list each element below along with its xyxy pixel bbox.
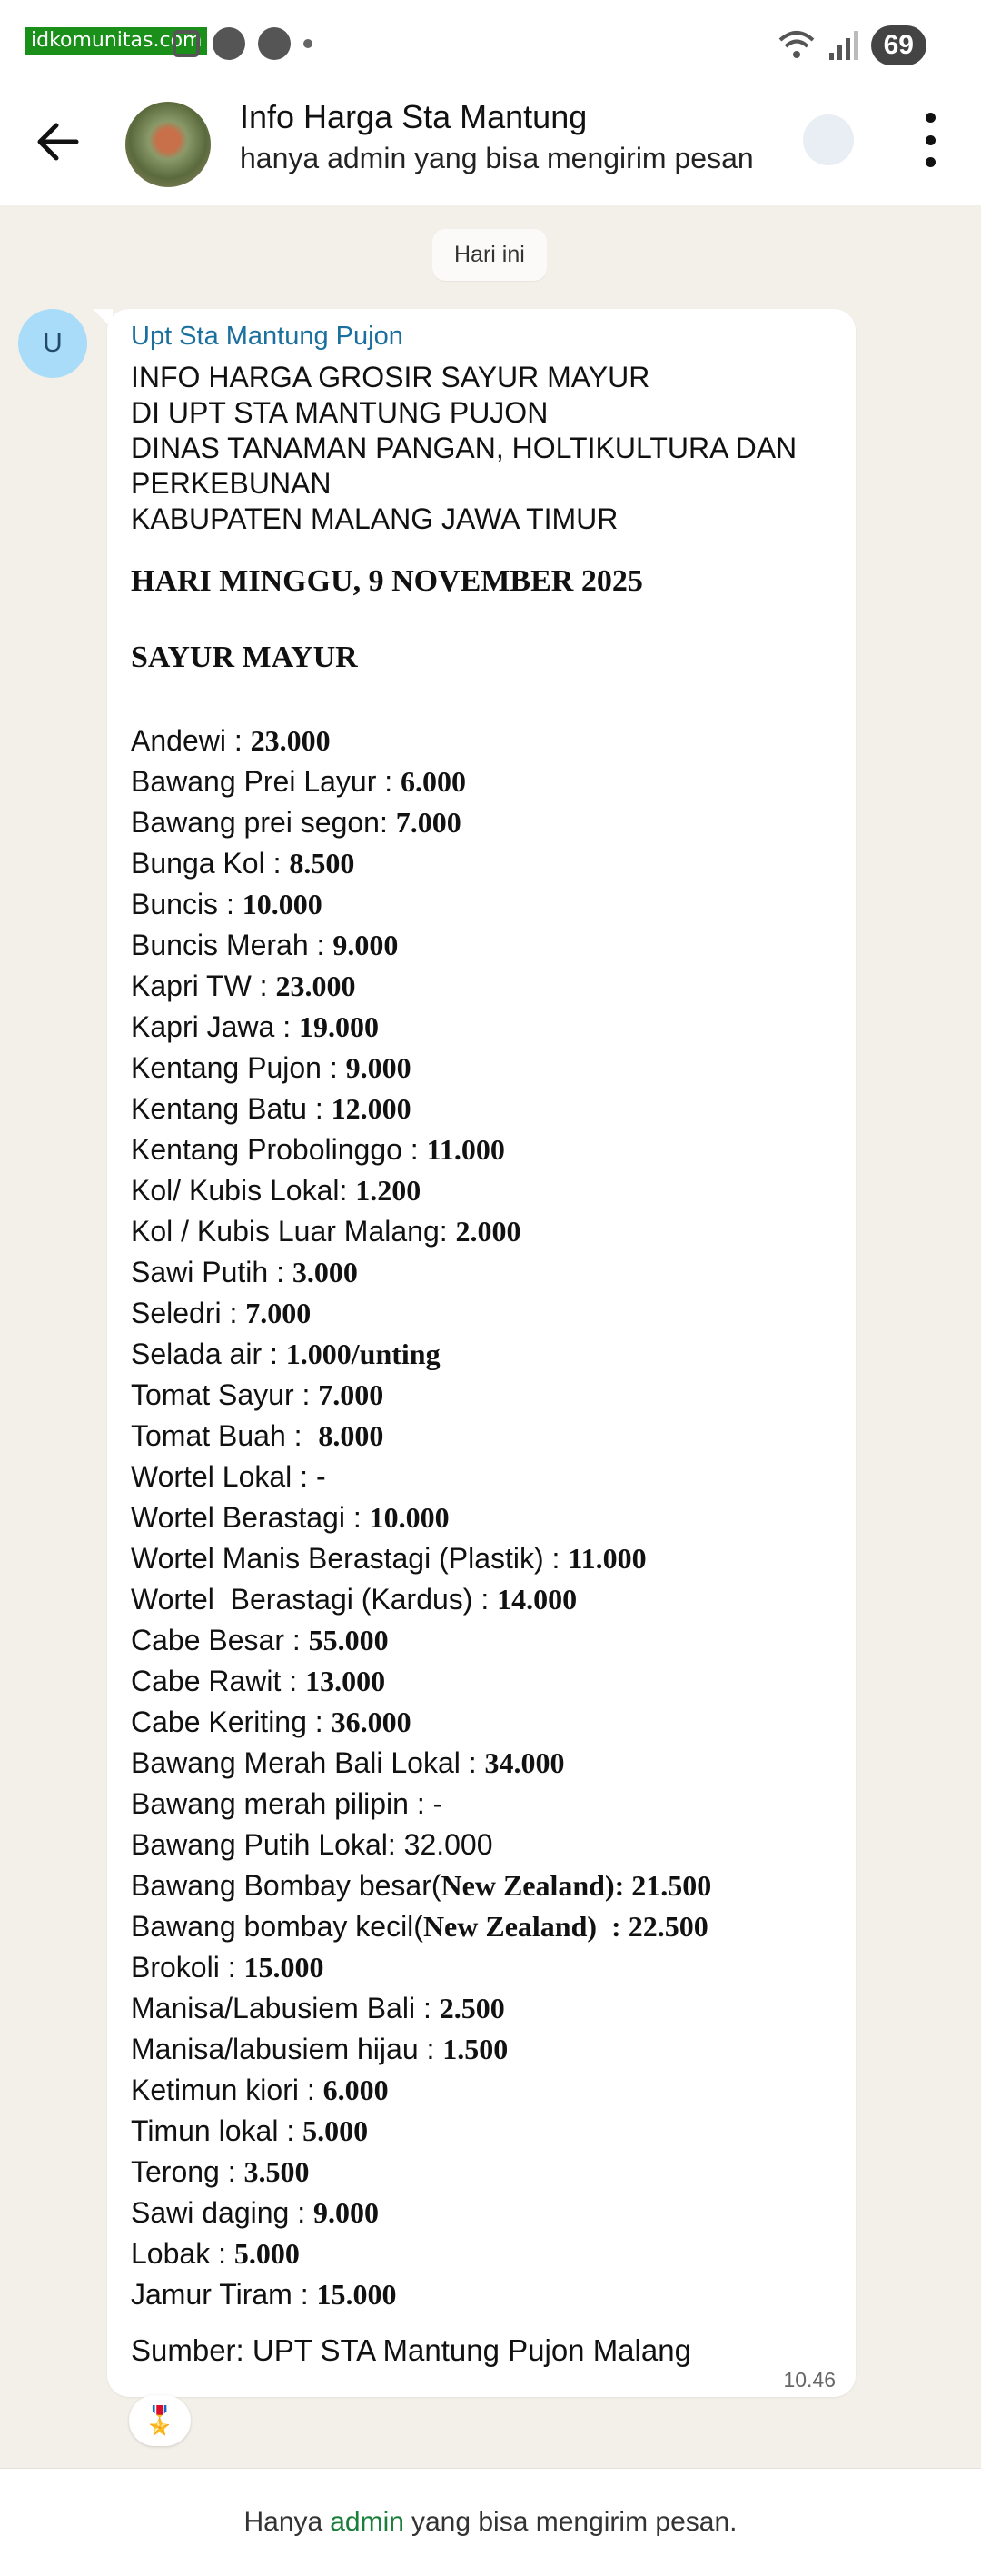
screenshot-icon bbox=[173, 30, 200, 57]
message-body bbox=[131, 360, 848, 2315]
notice-prefix: Hanya bbox=[243, 2507, 323, 2537]
item-name: Bawang Putih Lokal: 32.000 bbox=[131, 1828, 493, 1861]
item-name: Timun lokal : bbox=[131, 2114, 303, 2147]
item-price: 7.000 bbox=[245, 1297, 312, 1329]
price-item bbox=[131, 1702, 848, 1743]
item-name: Ketimun kiori : bbox=[131, 2074, 323, 2106]
item-name: Cabe Besar : bbox=[131, 1624, 309, 1656]
item-price: 15.000 bbox=[243, 1951, 324, 1984]
item-name: Bawang prei segon: bbox=[131, 806, 396, 839]
call-icon[interactable] bbox=[803, 114, 854, 165]
chat-subtitle[interactable]: hanya admin yang bisa mengirim pesan bbox=[240, 142, 754, 174]
source-line: Sumber: UPT STA Mantung Pujon Malang bbox=[131, 2333, 691, 2367]
date-line: HARI MINGGU, 9 NOVEMBER 2025 bbox=[131, 564, 643, 598]
item-price: 7.000 bbox=[395, 806, 461, 839]
item-price: 5.000 bbox=[233, 2237, 300, 2270]
price-item bbox=[131, 2274, 848, 2315]
item-name: Selada air : bbox=[131, 1338, 286, 1370]
item-price: 3.500 bbox=[243, 2155, 310, 2188]
back-arrow-icon[interactable] bbox=[33, 116, 84, 167]
signal-icon bbox=[827, 29, 858, 62]
item-price: 23.000 bbox=[250, 724, 331, 757]
price-item bbox=[131, 1865, 848, 1906]
price-item bbox=[131, 1170, 848, 1211]
item-price: 55.000 bbox=[308, 1624, 389, 1656]
price-item bbox=[131, 1252, 848, 1293]
item-price: 23.000 bbox=[275, 970, 356, 1002]
item-price: 15.000 bbox=[316, 2278, 397, 2311]
watermark: idkomunitas.com bbox=[25, 27, 207, 55]
sender-avatar[interactable]: U bbox=[18, 309, 87, 378]
notification-icons bbox=[173, 27, 312, 60]
admin-link[interactable]: admin bbox=[330, 2507, 404, 2537]
group-avatar[interactable] bbox=[125, 102, 211, 187]
price-item bbox=[131, 1825, 848, 1865]
item-name: Wortel Manis Berastagi (Plastik) : bbox=[131, 1542, 569, 1575]
item-name: Manisa/Labusiem Bali : bbox=[131, 1992, 440, 2024]
price-item bbox=[131, 721, 848, 761]
price-item bbox=[131, 1988, 848, 2029]
item-name: Wortel Berastagi : bbox=[131, 1501, 370, 1534]
item-price: 9.000 bbox=[332, 929, 399, 961]
item-name: Sawi Putih : bbox=[131, 1256, 292, 1288]
item-price: New Zealand) : 22.500 bbox=[422, 1910, 708, 1943]
item-name: Kentang Batu : bbox=[131, 1092, 332, 1125]
item-price: New Zealand): 21.500 bbox=[441, 1869, 712, 1902]
price-item bbox=[131, 1211, 848, 1252]
item-name: Sawi daging : bbox=[131, 2196, 314, 2229]
item-price: 11.000 bbox=[568, 1542, 647, 1575]
price-item bbox=[131, 2233, 848, 2274]
item-price: 11.000 bbox=[426, 1133, 505, 1166]
item-price: 10.000 bbox=[369, 1501, 450, 1534]
item-price: 8.000 bbox=[318, 1419, 384, 1452]
more-options-icon[interactable] bbox=[919, 113, 941, 167]
price-item bbox=[131, 802, 848, 843]
spacer bbox=[131, 690, 848, 721]
item-price: 7.000 bbox=[318, 1378, 384, 1411]
sender-name[interactable]: Upt Sta Mantung Pujon bbox=[131, 322, 403, 351]
item-name: Wortel Lokal : - bbox=[131, 1460, 326, 1493]
item-name: Cabe Keriting : bbox=[131, 1706, 332, 1738]
price-item bbox=[131, 1007, 848, 1048]
item-name: Kapri TW : bbox=[131, 970, 276, 1002]
item-name: Bawang Bombay besar( bbox=[131, 1869, 441, 1902]
item-price: 5.000 bbox=[302, 2114, 369, 2147]
item-price: 12.000 bbox=[331, 1092, 411, 1125]
price-item bbox=[131, 1457, 848, 1497]
status-bar bbox=[0, 0, 981, 91]
price-item bbox=[131, 2111, 848, 2152]
price-item bbox=[131, 966, 848, 1007]
item-name: Bawang Merah Bali Lokal : bbox=[131, 1746, 485, 1779]
battery-level: 69 bbox=[871, 25, 926, 65]
message-time: 10.46 bbox=[783, 2368, 836, 2392]
item-name: Wortel Berastagi (Kardus) : bbox=[131, 1583, 498, 1616]
item-name: Brokoli : bbox=[131, 1951, 244, 1984]
admin-only-notice bbox=[0, 2468, 981, 2576]
item-name: Tomat Buah : bbox=[131, 1419, 319, 1452]
item-price: 3.000 bbox=[292, 1256, 358, 1288]
heading-line: KABUPATEN MALANG JAWA TIMUR bbox=[131, 502, 619, 535]
price-item bbox=[131, 1743, 848, 1784]
wifi-icon bbox=[778, 29, 815, 62]
item-name: Jamur Tiram : bbox=[131, 2278, 317, 2311]
item-price: 9.000 bbox=[313, 2196, 380, 2229]
item-price: 13.000 bbox=[305, 1665, 386, 1697]
item-name: Terong : bbox=[131, 2155, 244, 2188]
item-name: Manisa/labusiem hijau : bbox=[131, 2033, 443, 2065]
message-bubble[interactable] bbox=[107, 309, 856, 2397]
item-name: Kentang Pujon : bbox=[131, 1051, 346, 1084]
system-icons bbox=[778, 25, 926, 65]
item-name: Buncis : bbox=[131, 888, 243, 920]
price-item bbox=[131, 1620, 848, 1661]
price-item bbox=[131, 1947, 848, 1988]
item-name: Kentang Probolinggo : bbox=[131, 1133, 427, 1166]
item-name: Buncis Merah : bbox=[131, 929, 333, 961]
medal-reaction-icon[interactable]: 🎖️ bbox=[129, 2395, 191, 2446]
item-price: 1.500 bbox=[442, 2033, 509, 2065]
item-name: Kapri Jawa : bbox=[131, 1010, 299, 1043]
item-price: 9.000 bbox=[345, 1051, 411, 1084]
price-list bbox=[131, 721, 848, 2315]
item-name: Bawang merah pilipin : - bbox=[131, 1787, 443, 1820]
notice-suffix: yang bisa mengirim pesan. bbox=[411, 2507, 738, 2537]
item-price: 1.200 bbox=[355, 1174, 421, 1207]
item-name: Tomat Sayur : bbox=[131, 1378, 319, 1411]
price-item bbox=[131, 1048, 848, 1089]
item-price: 34.000 bbox=[484, 1746, 565, 1779]
item-price: 36.000 bbox=[331, 1706, 411, 1738]
heading-line: DI UPT STA MANTUNG PUJON bbox=[131, 396, 549, 429]
heading-line: INFO HARGA GROSIR SAYUR MAYUR bbox=[131, 361, 650, 393]
date-separator: Hari ini bbox=[432, 229, 547, 281]
price-item bbox=[131, 1497, 848, 1538]
item-name: Cabe Rawit : bbox=[131, 1665, 306, 1697]
price-item bbox=[131, 884, 848, 925]
price-item bbox=[131, 1334, 848, 1375]
section-title: SAYUR MAYUR bbox=[131, 641, 358, 674]
price-item bbox=[131, 925, 848, 966]
item-name: Lobak : bbox=[131, 2237, 234, 2270]
price-item bbox=[131, 2029, 848, 2070]
price-item bbox=[131, 2152, 848, 2193]
whatsapp-icon bbox=[258, 27, 291, 60]
item-price: 6.000 bbox=[401, 765, 467, 798]
chat-header bbox=[0, 91, 981, 205]
heading-line: PERKEBUNAN bbox=[131, 467, 332, 500]
item-name: Kol / Kubis Luar Malang: bbox=[131, 1215, 456, 1248]
price-item bbox=[131, 1579, 848, 1620]
item-price: 14.000 bbox=[497, 1583, 578, 1616]
item-price: 8.500 bbox=[289, 847, 355, 880]
price-item bbox=[131, 1129, 848, 1170]
price-item bbox=[131, 2070, 848, 2111]
heading-line: DINAS TANAMAN PANGAN, HOLTIKULTURA DAN bbox=[131, 432, 798, 464]
item-price: 6.000 bbox=[322, 2074, 389, 2106]
chat-title[interactable]: Info Harga Sta Mantung bbox=[240, 98, 588, 135]
item-price: 2.000 bbox=[455, 1215, 521, 1248]
price-item bbox=[131, 761, 848, 802]
price-item bbox=[131, 843, 848, 884]
item-name: Seledri : bbox=[131, 1297, 246, 1329]
item-name: Kol/ Kubis Lokal: bbox=[131, 1174, 356, 1207]
item-price: 2.500 bbox=[439, 1992, 505, 2024]
item-name: Bawang Prei Layur : bbox=[131, 765, 401, 798]
item-price: 1.000/unting bbox=[285, 1338, 441, 1370]
price-item bbox=[131, 1416, 848, 1457]
item-price: 19.000 bbox=[298, 1010, 379, 1043]
price-item bbox=[131, 1293, 848, 1334]
price-item bbox=[131, 1375, 848, 1416]
price-item bbox=[131, 1784, 848, 1825]
price-item bbox=[131, 1906, 848, 1947]
price-item bbox=[131, 1089, 848, 1129]
price-item bbox=[131, 1661, 848, 1702]
price-item bbox=[131, 2193, 848, 2233]
item-price: 10.000 bbox=[242, 888, 322, 920]
message-icon bbox=[213, 27, 245, 60]
item-name: Andewi : bbox=[131, 724, 251, 757]
item-name: Bawang bombay kecil( bbox=[131, 1910, 423, 1943]
more-notifications-icon bbox=[303, 39, 312, 48]
price-item bbox=[131, 1538, 848, 1579]
item-name: Bunga Kol : bbox=[131, 847, 290, 880]
